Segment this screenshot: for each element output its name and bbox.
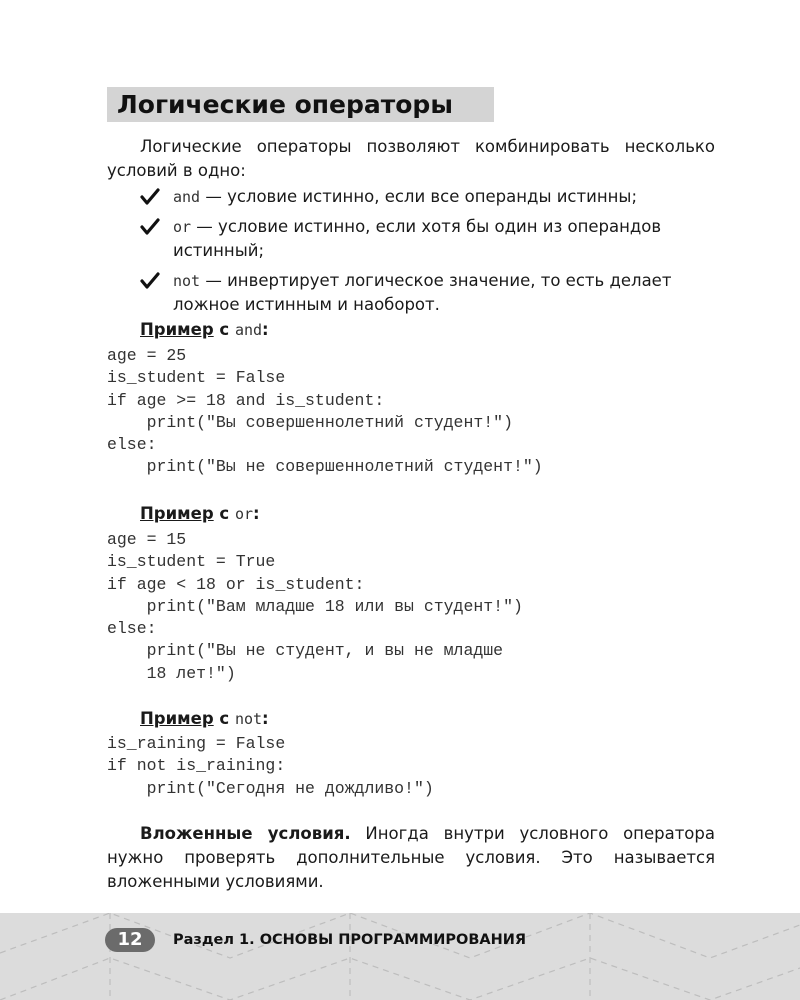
nested-paragraph xyxy=(107,822,715,894)
code-block-not: is_raining = False if not is_raining: print("Сегодня не дождливо!") xyxy=(107,734,434,798)
page-number-badge: 12 xyxy=(105,928,155,952)
code-block-or: age = 15 is_student = True if age < 18 or is_student: print("Вам младше 18 или вы студент!") else: print("Вы не студент, и вы не младше 18 лет!") xyxy=(107,530,523,683)
example-keyword: and xyxy=(234,321,263,339)
example-word: Пример xyxy=(140,320,214,339)
intro-paragraph: Логические операторы позволяют комбинировать несколько условий в одно: xyxy=(107,137,715,180)
example-word: Пример xyxy=(140,504,214,523)
list-item xyxy=(107,185,715,209)
checkmark-icon xyxy=(140,187,160,207)
example-label-or: Пример с or: xyxy=(140,504,260,523)
example-prep: с xyxy=(213,709,235,728)
operator-code: and xyxy=(173,188,201,206)
example-keyword: or xyxy=(234,505,254,523)
example-prep: с xyxy=(213,320,235,339)
code-block-and: age = 25 is_student = False if age >= 18 and is_student: print("Вы совершеннолетний студент!") else: print("Вы не совершеннолетний студент!") xyxy=(107,346,543,477)
page-footer xyxy=(0,913,800,1000)
operators-list xyxy=(107,185,715,323)
operator-description: — инвертирует логическое значение, то есть делает ложное истинным и наоборот. xyxy=(173,271,672,314)
example-word: Пример xyxy=(140,709,214,728)
operator-code: not xyxy=(173,272,201,290)
nested-term: Вложенные условия. xyxy=(140,824,351,843)
example-label-and: Пример с and: xyxy=(140,320,269,339)
list-item xyxy=(107,215,715,263)
example-prep: с xyxy=(213,504,235,523)
example-keyword: not xyxy=(234,710,263,728)
example-label-not: Пример с not: xyxy=(140,709,269,728)
footer-pattern xyxy=(0,913,800,1000)
checkmark-icon xyxy=(140,271,160,291)
nested-text: Иногда внутри условного оператора нужно проверять дополнительные условия. Это называется вложенными условиями. xyxy=(107,824,715,891)
section-heading: Логические операторы xyxy=(107,87,494,122)
footer-section-title: Раздел 1. ОСНОВЫ ПРОГРАММИРОВАНИЯ xyxy=(173,932,527,948)
list-item xyxy=(107,269,715,317)
checkmark-icon xyxy=(140,217,160,237)
operator-description: — условие истинно, если хотя бы один из операндов истинный; xyxy=(173,217,662,260)
operator-code: or xyxy=(173,218,192,236)
operator-description: — условие истинно, если все операнды истинны; xyxy=(200,187,638,206)
